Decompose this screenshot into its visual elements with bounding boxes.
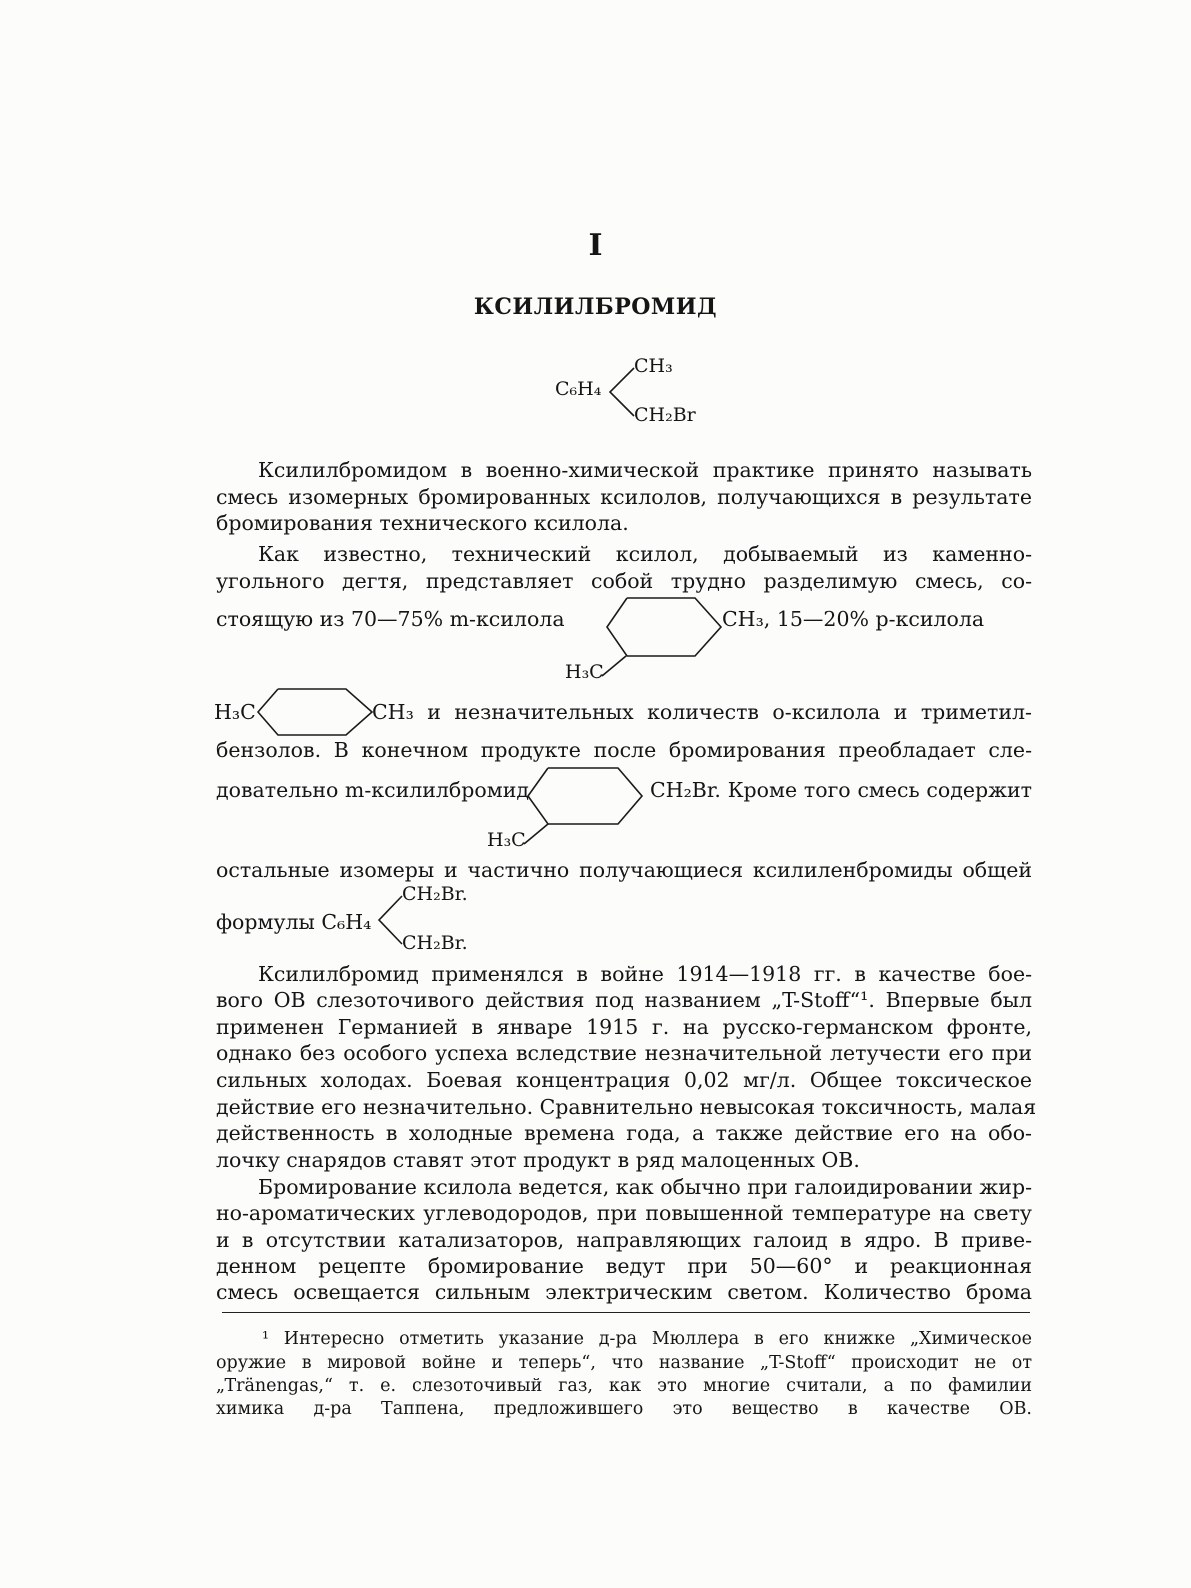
body-line-m-xylyl-text: довательно m-ксилилбромид [216,778,529,802]
chapter-title: КСИЛИЛБРОМИД [473,294,718,320]
body-line: но-ароматических углеводородов, при повышенной температуре на свету [216,1201,1032,1225]
body-line: Бромирование ксилола ведется, как обычно при галоидировании жир- [258,1175,1032,1199]
body-line: сильных холодах. Боевая концентрация 0,02 мг/л. Общее токсическое [216,1068,1032,1092]
m-xylene-substituent: H₃C [565,661,604,683]
body-line: смесь изомерных бромированных ксилолов, получающихся в результате [216,485,1032,509]
header-formula-bottom: CH₂Br [634,404,696,426]
body-line: вого ОВ слезоточивого действия под названием „T-Stoff“¹. Впервые был [216,988,1032,1012]
header-formula-top: CH₃ [634,355,673,377]
p-xylene-ring-icon [256,687,374,737]
m-xylene-ring-icon [605,596,723,658]
chapter-number: I [588,228,603,263]
body-line: применен Германией в январе 1915 г. на русско-германском фронте, [216,1015,1032,1039]
body-line: действие его незначительно. Сравнительно невысокая токсичность, малая [216,1095,1037,1119]
xylylene-bond-lines [376,894,404,946]
formula-bond-lines [606,366,636,418]
m-xylyl-bromide-ring-icon [526,766,644,826]
p-xylene-left-group: H₃C [214,700,256,724]
body-line: CH₂Br. Кроме того смесь содержит [650,778,1032,802]
footnote-divider [222,1312,1030,1313]
body-line: денном рецепте бромирование ведут при 50—60° и реакционная [216,1254,1032,1278]
m-xylyl-substituent: H₃C [487,829,526,851]
xylylene-bottom-group: CH₂Br. [402,932,468,954]
header-formula-left: C₆H₄ [555,378,602,400]
body-line: смесь освещается сильным электрическим светом. Количество брома [216,1280,1032,1304]
body-line: остальные изомеры и частично получающиеся ксилиленбромиды общей [216,858,1032,882]
body-line: действенность в холодные времена года, а также действие его на обо- [216,1121,1032,1145]
body-line: бензолов. В конечном продукте после бромирования преобладает сле- [216,738,1032,762]
body-line: CH₃ и незначительных количеств o-ксилола и триметил- [372,700,1032,724]
footnote-line: оружие в мировой войне и теперь“, что название „T-Stoff“ происходит не от [216,1353,1032,1373]
footnote-line: ¹ Интересно отметить указание д-ра Мюллера в его книжке „Химическое [262,1329,1032,1349]
body-line: Ксилилбромид применялся в войне 1914—1918 гг. в качестве бое- [258,962,1032,986]
footnote-line: химика д-ра Таппена, предложившего это вещество в качестве ОВ. [216,1399,1032,1419]
body-line: и в отсутствии катализаторов, направляющих галоид в ядро. В приве- [216,1228,1032,1252]
body-line: лочку снарядов ставят этот продукт в ряд малоценных ОВ. [216,1148,860,1172]
footnote-line: „Tränengas,“ т. е. слезоточивый газ, как это многие считали, а по фамилии [216,1376,1032,1396]
body-line: угольного дегтя, представляет собой трудно разделимую смесь, со- [216,569,1032,593]
body-line-p-xylene-text: CH₃, 15—20% p-ксилола [722,607,985,631]
body-line: однако без особого успеха вследствие незначительной летучести его при [216,1041,1032,1065]
xylylene-formula-prefix: формулы C₆H₄ [216,910,372,934]
body-line-m-xylene-text: стоящую из 70—75% m-ксилола [216,607,565,631]
body-line: Ксилилбромидом в военно-химической практике принято называть [258,458,1032,482]
xylylene-top-group: CH₂Br. [402,883,468,905]
body-line: бромирования технического ксилола. [216,511,629,535]
body-line: Как известно, технический ксилол, добываемый из каменно- [258,542,1032,566]
